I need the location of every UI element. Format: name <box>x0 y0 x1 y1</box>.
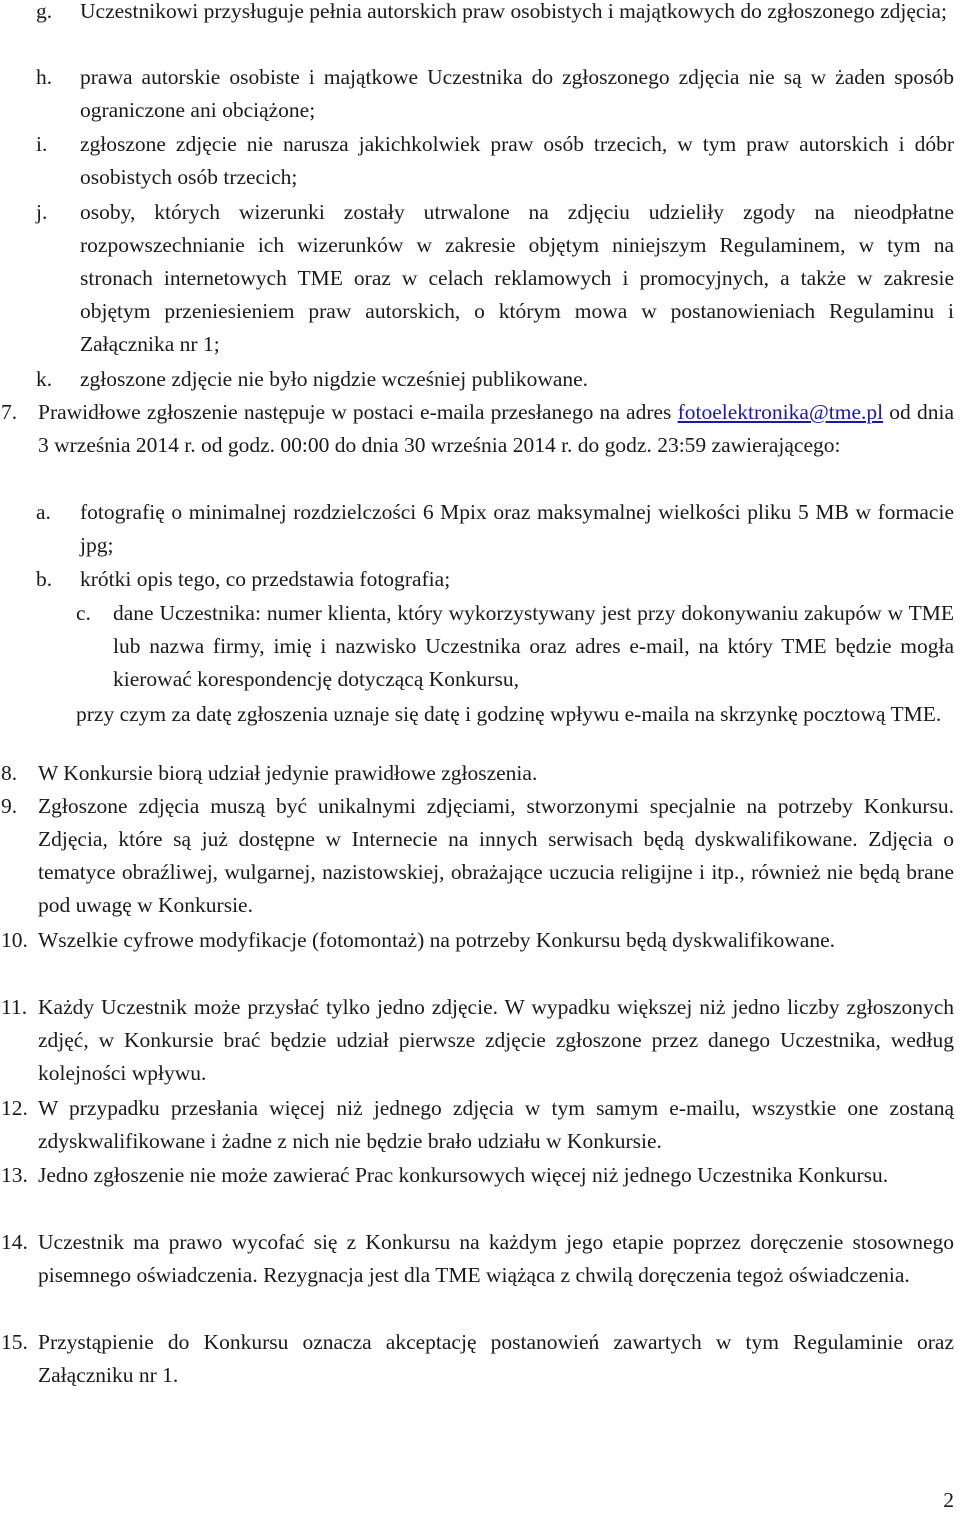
list-item-text: fotografię o minimalnej rozdzielczości 6 Mpix oraz maksymalnej wielkości pliku 5 MB w formacie jpg; <box>80 500 954 557</box>
list-item-7b <box>36 563 954 596</box>
list-marker: 10. <box>1 928 28 952</box>
page-number: 2 <box>943 1488 954 1512</box>
list-item-text: krótki opis tego, co przedstawia fotografia; <box>80 567 451 591</box>
list-marker: 8. <box>1 761 18 785</box>
list-item-text: Przystąpienie do Konkursu oznacza akceptację postanowień zawartych w tym Regulaminie oraz Załączniku nr 1. <box>38 1330 954 1387</box>
list-marker: 13. <box>1 1163 28 1187</box>
list-marker: h. <box>36 65 53 89</box>
list-item-text: dane Uczestnika: numer klienta, który wykorzystywany jest przy dokonywaniu zakupów w TME lub nazwa firmy, imię i nazwisko Uczestnika oraz adres e-mail, na który TME będzie mogła kierować korespondencję dotyczącą Konkursu, <box>113 601 954 691</box>
list-item-text: zgłoszone zdjęcie nie było nigdzie wcześniej publikowane. <box>80 367 589 391</box>
list-item-7-continuation <box>76 698 954 731</box>
list-item-h <box>36 61 954 127</box>
list-item-text: Jedno zgłoszenie nie może zawierać Prac konkursowych więcej niż jednego Uczestnika Konkursu. <box>38 1163 889 1187</box>
list-marker: 11. <box>1 995 28 1019</box>
list-item-10 <box>1 924 954 957</box>
list-marker: 7. <box>1 400 18 424</box>
list-item-text: Uczestnikowi przysługuje pełnia autorskich praw osobistych i majątkowych do zgłoszonego zdjęcia; <box>80 0 947 23</box>
list-marker: g. <box>36 0 53 23</box>
list-marker: 9. <box>1 794 18 818</box>
list-item-g <box>36 0 954 28</box>
list-marker: j. <box>36 200 48 224</box>
list-item-7c <box>76 597 954 696</box>
list-marker: k. <box>36 367 53 391</box>
list-item-13 <box>1 1159 954 1192</box>
list-item-9 <box>1 790 954 922</box>
list-item-15 <box>1 1326 954 1392</box>
list-item-8 <box>1 757 954 790</box>
list-marker: a. <box>36 500 51 524</box>
list-item-text: Każdy Uczestnik może przysłać tylko jedno zdjęcie. W wypadku większej niż jedno liczby zgłoszonych zdjęć, w Konkursie brać będzie udział pierwsze zdjęcie zgłoszone przez danego Uczestnika, według kolejności wpływu. <box>38 995 954 1085</box>
list-item-text: zgłoszone zdjęcie nie narusza jakichkolwiek praw osób trzecich, w tym praw autorskich i dóbr osobistych osób trzecich; <box>80 132 954 189</box>
list-item-text: prawa autorskie osobiste i majątkowe Uczestnika do zgłoszonego zdjęcia nie są w żaden sposób ograniczone ani obciążone; <box>80 65 954 122</box>
list-marker: 15. <box>1 1330 28 1354</box>
list-item-text: Zgłoszone zdjęcia muszą być unikalnymi zdjęciami, stworzonymi specjalnie na potrzeby Konkursu. Zdjęcia, które są już dostępne w Internecie na innych serwisach będą dyskwalifikowane. Zdjęcia o tematyce obraźliwej, wulgarnej, nazistowskiej, obrażające uczucia religijne i itp., również nie będą brane pod uwagę w Konkursie. <box>38 794 954 917</box>
list-item-text: W Konkursie biorą udział jedynie prawidłowe zgłoszenia. <box>38 761 538 785</box>
list-item-j <box>36 196 954 361</box>
list-marker: 12. <box>1 1096 28 1120</box>
list-item-text: Uczestnik ma prawo wycofać się z Konkursu na każdym jego etapie poprzez doręczenie stosownego pisemnego oświadczenia. Rezygnacja jest dla TME wiążąca z chwilą doręczenia tegoż oświadczenia. <box>38 1230 954 1287</box>
list-marker: i. <box>36 132 48 156</box>
list-item-11 <box>1 991 954 1090</box>
list-marker: 14. <box>1 1230 28 1254</box>
list-item-14 <box>1 1226 954 1292</box>
list-item-7 <box>1 396 955 462</box>
list-marker: b. <box>36 567 53 591</box>
list-item-text-continued: od dnia 3 września 2014 r. od godz. 00:00 do dnia 30 września 2014 r. do godz. 23:59 zawierającego: <box>38 400 955 457</box>
list-item-text: przy czym za datę zgłoszenia uznaje się datę i godzinę wpływu e-maila na skrzynkę pocztową TME. <box>76 702 942 726</box>
list-item-i <box>36 128 954 194</box>
list-item-12 <box>1 1092 954 1158</box>
list-item-text: W przypadku przesłania więcej niż jednego zdjęcia w tym samym e-mailu, wszystkie one zostaną zdyskwalifikowane i żadne z nich nie będzie brało udziału w Konkursie. <box>38 1096 954 1153</box>
list-item-text: osoby, których wizerunki zostały utrwalone na zdjęciu udzieliły zgody na nieodpłatne rozpowszechnianie ich wizerunków w zakresie objętym niniejszym Regulaminem, w tym na stronach internetowych TME oraz w celach reklamowych i promocyjnych, a także w zakresie objętym przeniesieniem praw autorskich, o którym mowa w postanowieniach Regulaminu i Załącznika nr 1; <box>80 200 954 356</box>
list-item-text: Prawidłowe zgłoszenie następuje w postaci e-maila przesłanego na adres <box>38 400 672 424</box>
list-marker: c. <box>76 601 91 625</box>
list-item-7a <box>36 496 954 562</box>
list-item-text: Wszelkie cyfrowe modyfikacje (fotomontaż) na potrzeby Konkursu będą dyskwalifikowane. <box>38 928 836 952</box>
list-item-k <box>36 363 954 396</box>
email-link[interactable]: fotoelektronika@tme.pl <box>677 400 884 424</box>
